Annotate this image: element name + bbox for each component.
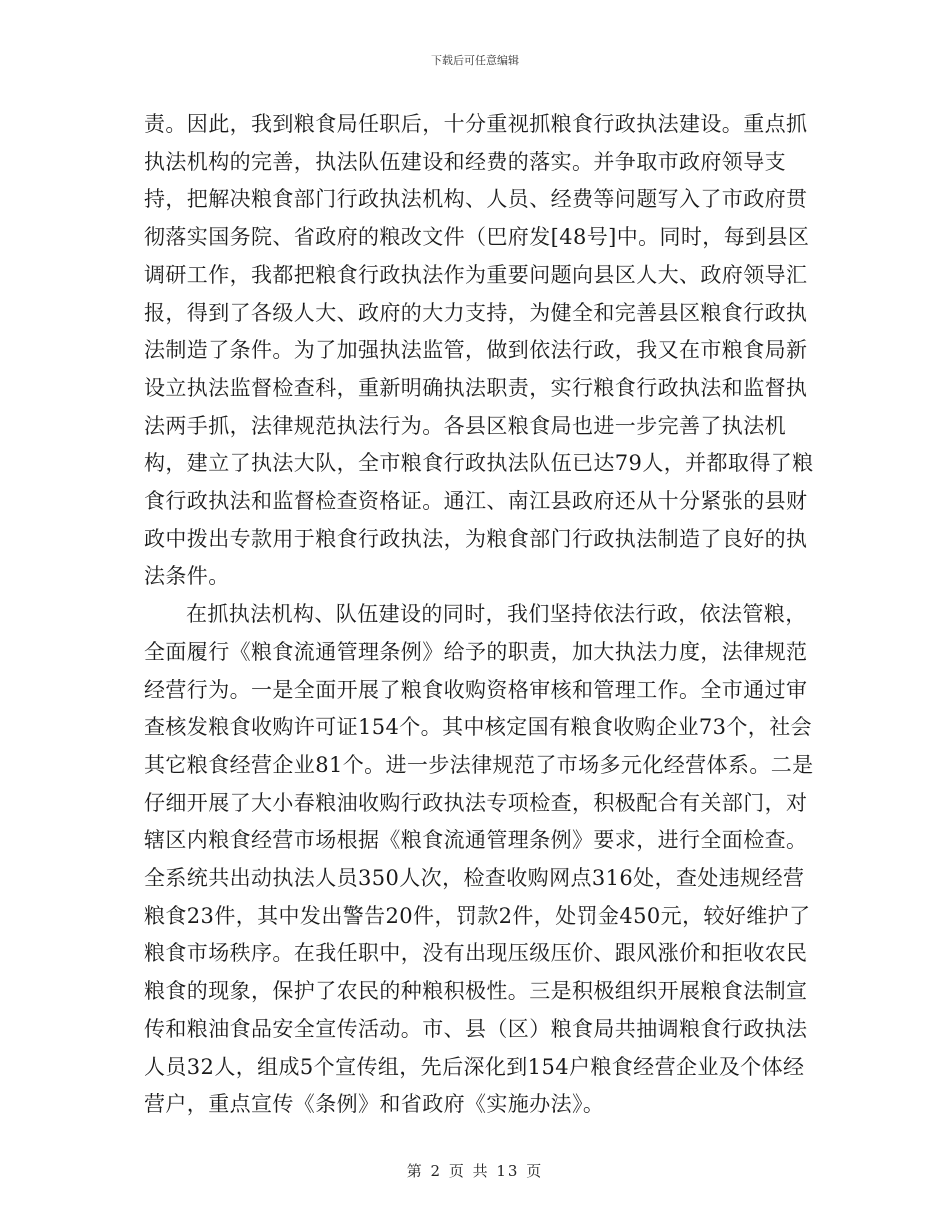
paragraph-2: 在抓执法机构、队伍建设的同时，我们坚持依法行政，依法管粮，全面履行《粮食流通管理条例》给予的职责，加大执法力度，法律规范经营行为。一是全面开展了粮食收购资格审核和管理工作。全市通过审查核发粮食收购许可证154个。其中核定国有粮食收购企业73个，社会其它粮食经营企业81个。进一步法律规范了市场多元化经营体系。二是仔细开展了大小春粮油收购行政执法专项检查，积极配合有关部门，对辖区内粮食经营市场根据《粮食流通管理条例》要求，进行全面检查。全系统共出动执法人员350人次，检查收购网点316处，查处违规经营粮食23件，其中发出警告20件，罚款2件，处罚金450元，较好维护了粮食市场秩序。在我任职中，没有出现压级压价、跟风涨价和拒收农民粮食的现象，保护了农民的种粮积极性。三是积极组织开展粮食法制宣传和粮油食品安全宣传活动。市、县（区）粮食局共抽调粮食行政执法人员32人，组成5个宣传组，先后深化到154户粮食经营企业及个体经营户，重点宣传《条例》和省政府《实施办法》。	[144, 602, 814, 1117]
paragraph-1: 责。因此，我到粮食局任职后，十分重视抓粮食行政执法建设。重点抓执法机构的完善，执法队伍建设和经费的落实。并争取市政府领导支持，把解决粮食部门行政执法机构、人员、经费等问题写入了市政府贯彻落实国务院、省政府的粮改文件（巴府发[48号]中。同时，每到县区调研工作，我都把粮食行政执法作为重要问题向县区人大、政府领导汇报，得到了各级人大、政府的大力支持，为健全和完善县区粮食行政执法制造了条件。为了加强执法监管，做到依法行政，我又在市粮食局新设立执法监督检查科，重新明确执法职责，实行粮食行政执法和监督执法两手抓，法律规范执法行为。各县区粮食局也进一步完善了执法机构，建立了执法大队，全市粮食行政执法队伍已达79人，并都取得了粮食行政执法和监督检查资格证。通江、南江县政府还从十分紧张的县财政中拨出专款用于粮食行政执法，为粮食部门行政执法制造了良好的执法条件。	[144, 112, 814, 589]
page-number: 第 2 页 共 13 页	[406, 1162, 544, 1180]
document-body	[144, 106, 824, 1124]
page-header: 下载后可任意编辑	[431, 54, 519, 67]
